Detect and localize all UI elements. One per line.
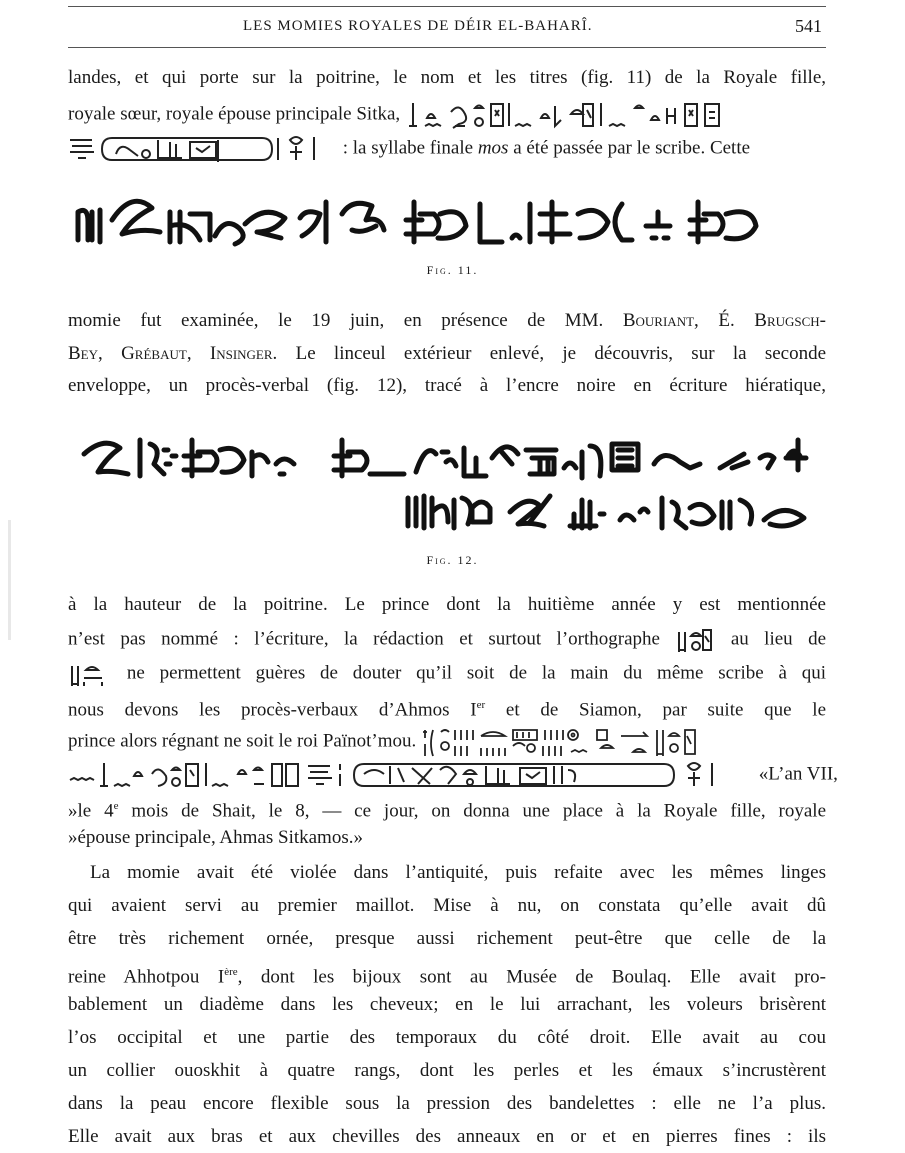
paragraph-line [68, 726, 826, 758]
paragraph-line [68, 693, 826, 722]
line-text: , dont les bijoux sont au Musée de Boulaq. Elle avait pro- [237, 966, 826, 988]
line-emphasis: mos [477, 137, 509, 159]
superscript: er [476, 699, 486, 711]
paragraph-line [68, 309, 826, 333]
paragraph-line [68, 626, 826, 654]
paragraph-line [68, 342, 826, 366]
line-text: ne permettent guères de douter qu’il soit de la main du même scribe à qui [126, 662, 826, 684]
hieratic-figure-12 [80, 428, 820, 553]
line-text: «L’an VII, [758, 763, 838, 785]
hieroglyph-group-icon [675, 626, 715, 654]
person-name: Brugsch- [754, 310, 827, 331]
paragraph-line [68, 794, 826, 823]
line-text: . Le linceul extérieur enlevé, je découvris, sur la seconde [272, 343, 827, 364]
line-text: a été passée par le scribe. Cette [513, 137, 751, 159]
line-text: nous devons les procès-verbaux d’Ahmos I [68, 699, 477, 721]
header-rule [68, 47, 826, 48]
running-title: LES MOMIES ROYALES DE DÉIR EL-BAHARÎ. [243, 18, 593, 34]
person-name: Bey [68, 343, 99, 364]
running-head [68, 14, 826, 40]
paragraph-line [68, 760, 838, 790]
paper-stain [8, 520, 11, 640]
paragraph-line: Elle avait aux bras et aux chevilles des anneaux en or et en pierres fines : ils [68, 1126, 826, 1147]
figure-caption-12: Fig. 12. [426, 553, 479, 567]
figure-caption-11: Fig. 11. [426, 263, 479, 277]
line-text: : la syllabe finale [342, 137, 474, 159]
superscript: e [113, 800, 119, 812]
paragraph-line [68, 134, 826, 164]
line-text: au lieu de [730, 628, 827, 650]
hieroglyph-title-cartouche-icon [68, 760, 754, 790]
paragraph-line: être très richement ornée, presque aussi richement peut-être que celle de la [68, 928, 826, 949]
paragraph-line: un collier ouoskhit à quatre rangs, dont les perles et les émaux s’incrustèrent [68, 1060, 826, 1081]
paragraph-line [68, 660, 826, 688]
cartouche-icon [68, 134, 338, 164]
person-name: Bouriant [622, 310, 695, 331]
line-text: royale sœur, royale épouse principale Sitka, [68, 103, 401, 125]
paragraph-line: »épouse principale, Ahmas Sitkamos.» [68, 827, 363, 848]
paragraph-line: bablement un diadème dans les cheveux; en le lui arrachant, les voleurs brisèrent [68, 994, 826, 1015]
line-text: et de Siamon, par suite que le [505, 699, 827, 721]
paragraph-line: enveloppe, un procès-verbal (fig. 12), tracé à l’encre noire en écriture hiératique, [68, 375, 826, 396]
paragraph-line: l’os occipital et une partie des temporaux du côté droit. Elle avait au cou [68, 1027, 826, 1048]
line-text: momie fut examinée, le 19 juin, en présence de MM. [68, 310, 604, 331]
hieroglyph-date-group-icon [421, 726, 761, 758]
paragraph-line: qui avaient servi au premier maillot. Mise à nu, on constata qu’elle avait dû [68, 895, 826, 916]
hieratic-figure-11 [70, 190, 810, 265]
hieroglyph-inline-icon [405, 100, 745, 130]
page-number: 541 [795, 16, 822, 36]
line-text: reine Ahhotpou I [68, 966, 225, 988]
line-text: , [98, 343, 103, 364]
line-text: mois de Shait, le 8, — ce jour, on donna une place à la Royale fille, royale [131, 800, 827, 822]
paragraph-line: La momie avait été violée dans l’antiquité, puis refaite avec les mêmes linges [90, 862, 826, 883]
line-text: , É. [694, 310, 735, 331]
line-text: prince alors régnant ne soit le roi Païnot’mou. [68, 730, 417, 752]
paragraph-line: dans la peau encore flexible sous la pression des bandelettes : elle ne l’a plus. [68, 1093, 826, 1114]
top-rule [68, 6, 826, 7]
paragraph-line [68, 100, 826, 130]
line-text: »le 4 [68, 800, 114, 822]
paragraph-line: à la hauteur de la poitrine. Le prince dont la huitième année y est mentionnée [68, 594, 826, 615]
line-text: n’est pas nommé : l’écriture, la rédaction et surtout l’orthographe [68, 628, 660, 650]
person-name: Insinger [209, 343, 273, 364]
person-name: Grébaut [121, 343, 187, 364]
paragraph-line [68, 960, 826, 989]
superscript: ère [224, 966, 238, 978]
hieroglyph-group-icon [68, 660, 112, 688]
line-text: , [186, 343, 192, 364]
paragraph-line: landes, et qui porte sur la poitrine, le nom et les titres (fig. 11) de la Royale fille, [68, 67, 826, 88]
